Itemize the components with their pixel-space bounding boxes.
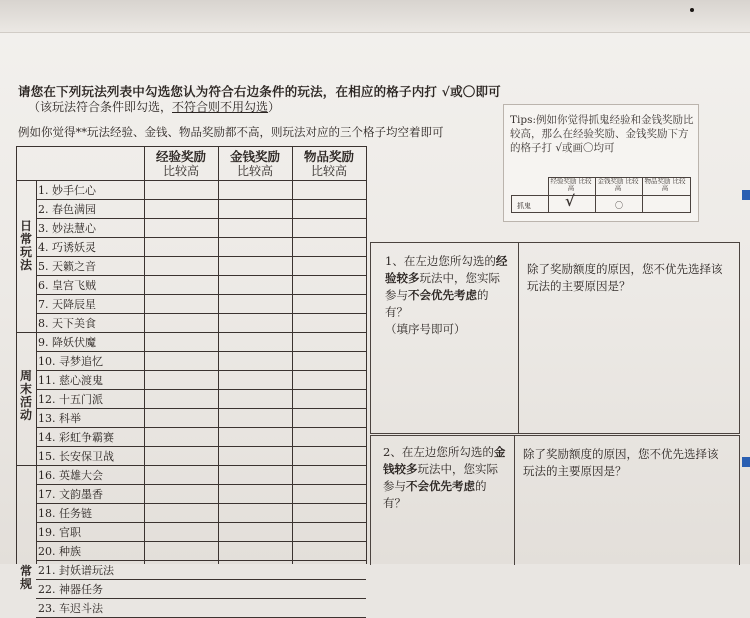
checkbox-cell[interactable]	[219, 257, 291, 274]
game-name: 5. 天籁之音	[38, 260, 96, 273]
game-name: 3. 妙法慧心	[38, 222, 96, 235]
game-name: 22. 神器任务	[38, 583, 103, 596]
game-name: 16. 英雄大会	[38, 469, 103, 482]
checkbox-cell[interactable]	[293, 276, 365, 293]
checkbox-cell[interactable]	[219, 390, 291, 407]
instruction-note: （该玩法符合条件即勾选，不符合则不用勾选）	[28, 100, 281, 114]
checkbox-cell[interactable]	[145, 295, 217, 312]
checkbox-cell[interactable]	[293, 371, 365, 388]
game-name: 2. 春色满园	[38, 203, 96, 216]
checkbox-cell[interactable]	[219, 599, 291, 616]
category-label: 常 规	[19, 564, 32, 591]
category-label: 日 常 玩 法	[19, 219, 32, 272]
checkbox-cell[interactable]	[293, 352, 365, 369]
checkbox-cell[interactable]	[219, 542, 291, 559]
column-header: 经验奖励 比较高	[155, 149, 206, 178]
checkbox-cell[interactable]	[145, 371, 217, 388]
checkbox-cell[interactable]	[293, 580, 365, 597]
checkbox-cell[interactable]	[293, 409, 365, 426]
tips-example-table	[511, 177, 691, 213]
table-col-rule	[16, 146, 17, 564]
checkbox-cell[interactable]	[293, 314, 365, 331]
question-2-prompt: 2、在左边您所勾选的金钱较多玩法中，您实际参与不会优先考虑的有？	[383, 445, 506, 510]
checkbox-cell[interactable]	[145, 352, 217, 369]
instruction-heading: 请您在下列玩法列表中勾选您认为符合右边条件的玩法，在相应的格子内打 √或〇即可	[18, 84, 501, 99]
column-header: 金钱奖励 比较高	[229, 149, 280, 178]
checkbox-cell[interactable]	[145, 200, 217, 217]
checkbox-cell[interactable]	[219, 504, 291, 521]
tips-check-mark: √	[565, 192, 575, 210]
game-name: 10. 寻梦追忆	[38, 355, 103, 368]
checkbox-cell[interactable]	[219, 238, 291, 255]
checkbox-cell[interactable]	[219, 200, 291, 217]
checkbox-cell[interactable]	[293, 523, 365, 540]
checkbox-cell[interactable]	[145, 181, 217, 198]
checkbox-cell[interactable]	[293, 466, 365, 483]
game-name: 20. 种族	[38, 545, 81, 558]
checkbox-cell[interactable]	[145, 219, 217, 236]
table-border	[16, 146, 366, 147]
game-name: 8. 天下美食	[38, 317, 96, 330]
checkbox-cell[interactable]	[219, 219, 291, 236]
game-name: 1. 妙手仁心	[38, 184, 96, 197]
checkbox-cell[interactable]	[293, 295, 365, 312]
checkbox-cell[interactable]	[145, 523, 217, 540]
game-name: 12. 十五门派	[38, 393, 103, 406]
checkbox-cell[interactable]	[219, 295, 291, 312]
checkbox-cell[interactable]	[145, 257, 217, 274]
game-name: 9. 降妖伏魔	[38, 336, 96, 349]
checkbox-cell[interactable]	[145, 428, 217, 445]
game-name: 6. 皇宫飞贼	[38, 279, 96, 292]
game-name: 14. 彩虹争霸赛	[38, 431, 114, 444]
edge-marker	[742, 457, 750, 467]
checkbox-cell[interactable]	[293, 599, 365, 616]
checkbox-cell[interactable]	[219, 181, 291, 198]
checkbox-cell[interactable]	[145, 276, 217, 293]
checkbox-cell[interactable]	[145, 333, 217, 350]
checkbox-cell[interactable]	[293, 200, 365, 217]
question-1-hint: （填序号即可）	[385, 322, 466, 336]
tips-box	[503, 104, 699, 222]
checkbox-cell[interactable]	[145, 599, 217, 616]
checkbox-cell[interactable]	[219, 447, 291, 464]
game-name: 17. 文韵墨香	[38, 488, 103, 501]
checkbox-cell[interactable]	[219, 466, 291, 483]
checkbox-cell[interactable]	[145, 485, 217, 502]
checkbox-cell[interactable]	[293, 447, 365, 464]
checkbox-cell[interactable]	[219, 276, 291, 293]
table-col-rule	[36, 180, 37, 564]
edge-marker	[742, 190, 750, 200]
checkbox-cell[interactable]	[145, 390, 217, 407]
checkbox-cell[interactable]	[293, 257, 365, 274]
checkbox-cell[interactable]	[219, 371, 291, 388]
category-rule	[16, 465, 36, 466]
column-header: 物品奖励 比较高	[303, 149, 354, 178]
game-name: 23. 车迟斗法	[38, 602, 103, 615]
checkbox-cell[interactable]	[219, 314, 291, 331]
checkbox-cell[interactable]	[145, 447, 217, 464]
checkbox-cell[interactable]	[145, 409, 217, 426]
question-1-reason-prompt: 除了奖励额度的原因，您不优先选择该玩法的主要原因是？	[527, 262, 723, 293]
category-rule	[16, 332, 36, 333]
reward-checklist-table	[16, 146, 366, 615]
tips-mini-header: 物品奖励 比较高	[644, 177, 686, 192]
game-name: 18. 任务链	[38, 507, 92, 520]
checkbox-cell[interactable]	[219, 580, 291, 597]
checkbox-cell[interactable]	[293, 238, 365, 255]
checkbox-cell[interactable]	[293, 333, 365, 350]
checkbox-cell[interactable]	[219, 428, 291, 445]
checkbox-cell[interactable]	[293, 542, 365, 559]
ink-speck	[690, 8, 694, 12]
checkbox-cell[interactable]	[219, 352, 291, 369]
checkbox-cell[interactable]	[293, 181, 365, 198]
checkbox-cell[interactable]	[293, 219, 365, 236]
paper-fold	[0, 0, 750, 33]
question-2-reason-prompt: 除了奖励额度的原因，您不优先选择该玩法的主要原因是？	[523, 447, 719, 478]
instruction-example: 例如你觉得**玩法经验、金钱、物品奖励都不高，则玩法对应的三个格子均空着即可	[18, 125, 444, 139]
tips-circle-mark: 〇	[615, 201, 623, 210]
checkbox-cell[interactable]	[145, 238, 217, 255]
checkbox-cell[interactable]	[219, 333, 291, 350]
question-2-box	[370, 435, 740, 565]
game-name: 11. 慈心渡鬼	[38, 374, 103, 387]
checkbox-cell[interactable]	[293, 390, 365, 407]
category-label: 周 末 活 动	[19, 369, 32, 422]
tips-mini-row-label: 抓鬼	[517, 202, 531, 210]
game-name: 13. 科举	[38, 412, 81, 425]
checkbox-cell[interactable]	[219, 485, 291, 502]
underlined-note: 不符合则不用勾选	[172, 100, 269, 114]
checkbox-cell[interactable]	[145, 504, 217, 521]
question-1-box	[370, 242, 740, 434]
tips-mini-header: 经验奖励 比较高	[550, 177, 592, 192]
game-name: 4. 巧诱妖灵	[38, 241, 96, 254]
game-name: 15. 长安保卫战	[38, 450, 114, 463]
question-1-prompt: 1、在左边您所勾选的经验较多玩法中，您实际参与不会优先考虑的有？ （填序号即可）	[385, 254, 508, 336]
checkbox-cell[interactable]	[145, 580, 217, 597]
checkbox-cell[interactable]	[145, 314, 217, 331]
checkbox-cell[interactable]	[293, 428, 365, 445]
checkbox-cell[interactable]	[293, 504, 365, 521]
checkbox-cell[interactable]	[145, 542, 217, 559]
game-name: 21. 封妖谱玩法	[38, 564, 114, 577]
game-name: 19. 官职	[38, 526, 81, 539]
checkbox-cell[interactable]	[219, 409, 291, 426]
tips-mini-header: 金钱奖励 比较高	[597, 177, 639, 192]
table-col-rule	[366, 146, 367, 564]
checkbox-cell[interactable]	[145, 466, 217, 483]
tips-text: Tips:例如你觉得抓鬼经验和金钱奖励比较高，那么在经验奖励、金钱奖励下方的格子打 √或画〇均可	[510, 114, 694, 154]
checkbox-cell[interactable]	[219, 523, 291, 540]
game-name: 7. 天降辰星	[38, 298, 96, 311]
checkbox-cell[interactable]	[293, 485, 365, 502]
